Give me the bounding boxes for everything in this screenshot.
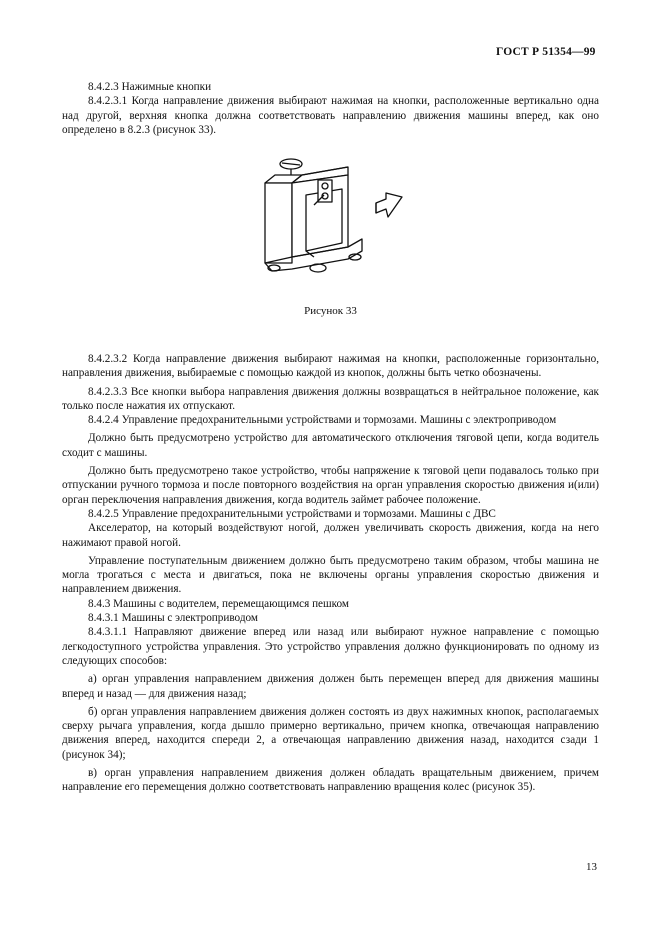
section-heading-8-4-2-4: 8.4.2.4 Управление предохранительными устройствами и тормозами. Машины с электроприводом bbox=[88, 414, 557, 427]
list-item-a: а) орган управления направлением движения должен быть перемещен вперед для движения машины вперед и назад — для движения назад; bbox=[62, 673, 599, 700]
paragraph-8-4-3-1-1: 8.4.3.1.1 Направляют движение вперед или назад или выбирают нужное направление с помощью легкодоступного устройства управления. Это устройство управления должно функционировать по одному из следующих способов: bbox=[62, 626, 599, 667]
text-block-main bbox=[62, 352, 599, 795]
section-heading-8-4-2-3: 8.4.2.3 Нажимные кнопки bbox=[88, 81, 212, 93]
page-number: 13 bbox=[586, 861, 597, 873]
paragraph-brake-interlock: Должно быть предусмотрено такое устройство, чтобы напряжение к тяговой цепи подавалось только при отпускании ручного тормоза и после повторного воздействия на орган управления скоростью движения и(или) орган переключения направления движения, когда водитель займет рабочее положение. bbox=[62, 465, 599, 506]
page-header: ГОСТ Р 51354—99 bbox=[496, 46, 596, 58]
paragraph-drive-control: Управление поступательным движением должно быть предусмотрено таким образом, чтобы машина не могла трогаться с места и двигаться, пока не включены органы управления скоростью движения и направлением движения. bbox=[62, 554, 599, 596]
section-heading-8-4-2-5: 8.4.2.5 Управление предохранительными устройствами и тормозами. Машины с ДВС bbox=[88, 507, 496, 520]
figure-33-machine-drawing bbox=[258, 155, 408, 280]
figure-caption: Рисунок 33 bbox=[304, 305, 357, 317]
paragraph-8-4-2-3-2: 8.4.2.3.2 Когда направление движения выбирают нажимая на кнопки, расположенные горизонтально, направления движения, выбираемые с помощью каждой из кнопок, должны быть четко обозначены. bbox=[62, 353, 599, 380]
section-heading-8-4-3-1: 8.4.3.1 Машины с электроприводом bbox=[88, 612, 258, 625]
paragraph-traction-cutoff: Должно быть предусмотрено устройство для автоматического отключения тяговой цепи, когда водитель сходит с машины. bbox=[62, 432, 599, 459]
paragraph-8-4-2-3-3: 8.4.2.3.3 Все кнопки выбора направления движения должны возвращаться в нейтральное положение, как только после нажатия их отпускают. bbox=[62, 385, 599, 412]
paragraph-accelerator: Акселератор, на который воздействуют ногой, должен увеличивать скорость движения, когда на него нажимают правой ногой. bbox=[62, 522, 599, 549]
list-item-b: б) орган управления направлением движения должен состоять из двух нажимных кнопок, располагаемых сверху рычага управления, когда дышло примерно вертикально, причем кнопка, отвечающая направлению движения вперед, находится спереди 2, а отвечающая направлению движения назад, находится сзади 1 (рисунок 34); bbox=[62, 705, 599, 761]
text-block-top bbox=[62, 80, 599, 137]
section-heading-8-4-3: 8.4.3 Машины с водителем, перемещающимся пешком bbox=[88, 597, 349, 610]
paragraph-8-4-2-3-1: 8.4.2.3.1 Когда направление движения выбирают нажимая на кнопки, расположенные вертикально одна над другой, верхняя кнопка должна соответствовать направлению движения машины вперед, как оно определено в 8.2.3 (рисунок 33). bbox=[62, 95, 599, 136]
list-item-v: в) орган управления направлением движения должен обладать вращательным движением, причем направление его перемещения должно соответствовать направлению вращения колес (рисунок 35). bbox=[62, 767, 599, 794]
